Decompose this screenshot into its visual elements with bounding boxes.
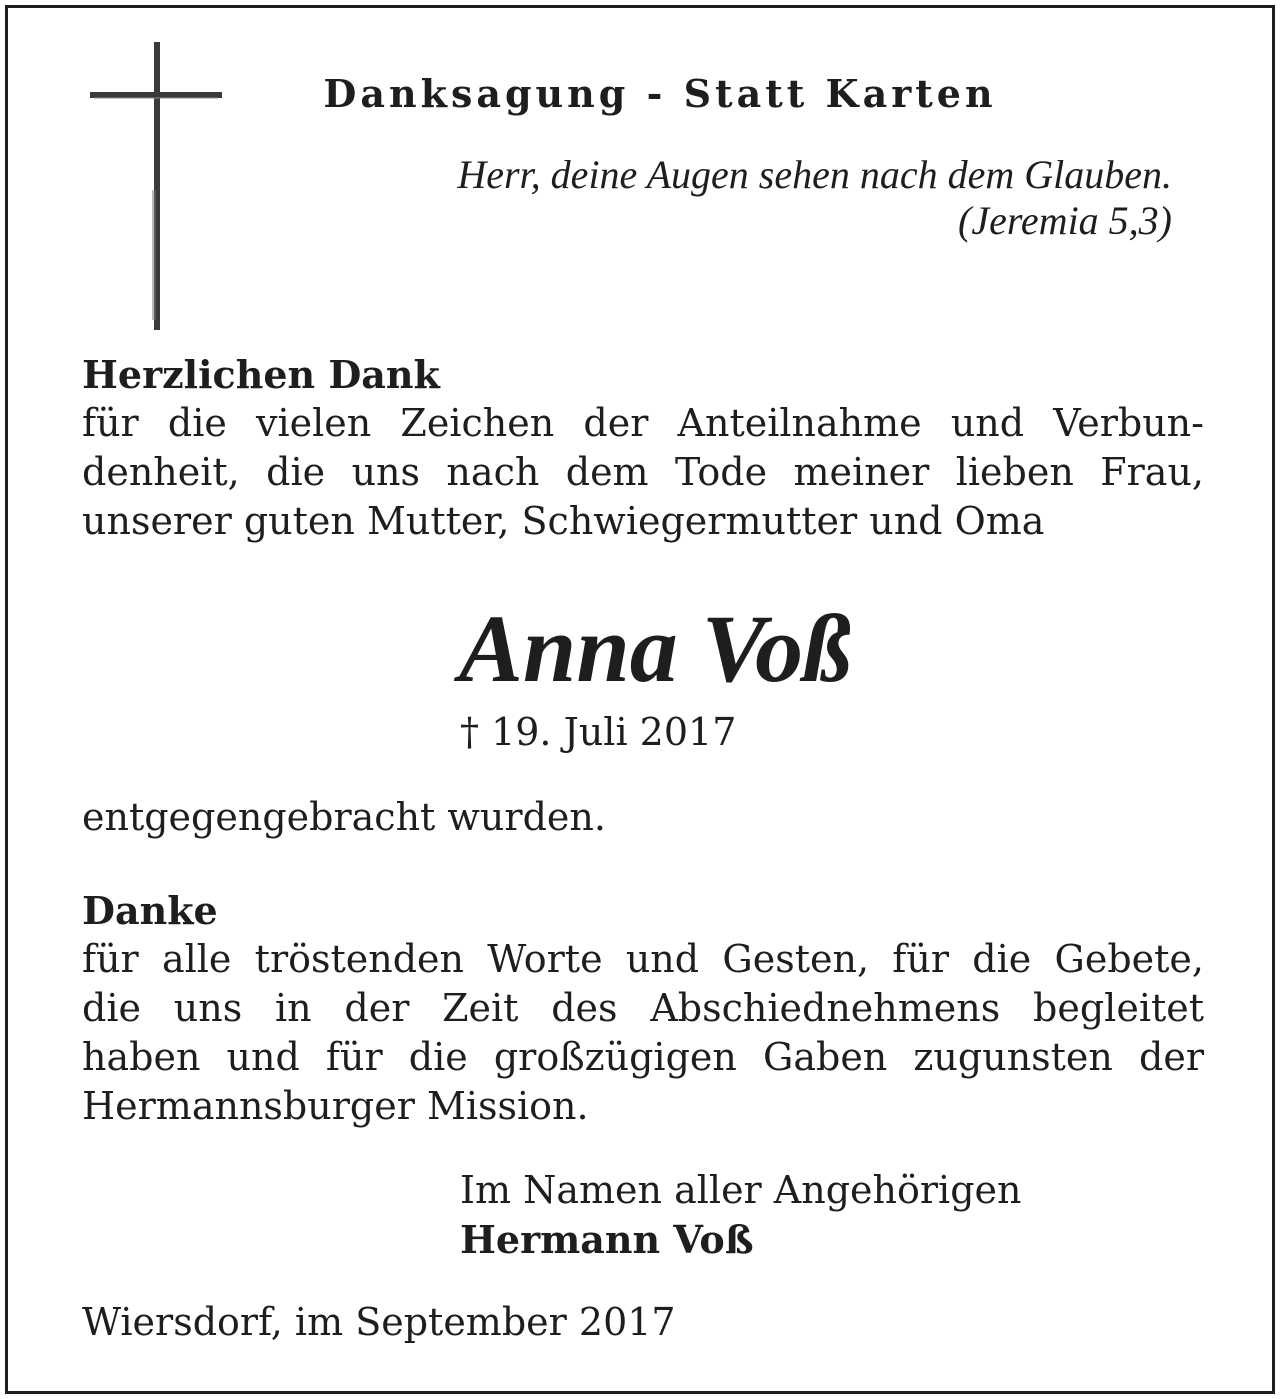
verse-reference: (Jeremia 5,3) [958, 198, 1172, 243]
signature-block [460, 1166, 1021, 1264]
thanks-1-line-2: denheit, die uns nach dem Tode meiner lieben Frau, [82, 450, 1204, 494]
thanks-2-line-3: haben und für die großzügigen Gaben zugunsten der [82, 1035, 1204, 1079]
thanks-paragraph-1 [82, 350, 1204, 546]
thanks-2-line-4: Hermannsburger Mission. [82, 1084, 589, 1128]
thanks-2-line-1: für alle tröstenden Worte und Gesten, für die Gebete, [82, 937, 1204, 981]
continuation-line: entgegengebracht wurden. [82, 795, 606, 839]
obituary-notice [5, 5, 1275, 1394]
signature-intro: Im Namen aller Angehörigen [460, 1168, 1022, 1212]
notice-title: Danksagung - Statt Karten [323, 71, 997, 116]
bible-verse [457, 152, 1172, 244]
place-and-date: Wiersdorf, im September 2017 [82, 1300, 676, 1344]
thanks-heading-1: Herzlichen Dank [82, 352, 440, 397]
thanks-heading-2: Danke [82, 888, 218, 933]
thanks-1-line-1: für die vielen Zeichen der Anteilnahme und Verbun- [82, 401, 1204, 445]
signer-name: Hermann Voß [460, 1217, 754, 1262]
deceased-name: Anna Voß [458, 595, 852, 702]
death-date: † 19. Juli 2017 [460, 710, 737, 754]
thanks-1-line-3: unserer guten Mutter, Schwiegermutter und Oma [82, 499, 1045, 543]
thanks-paragraph-2 [82, 886, 1204, 1131]
continuation-text [82, 793, 1204, 842]
verse-text: Herr, deine Augen sehen nach dem Glauben. [457, 152, 1172, 197]
thanks-2-line-2: die uns in der Zeit des Abschiednehmens begleitet [82, 986, 1204, 1030]
